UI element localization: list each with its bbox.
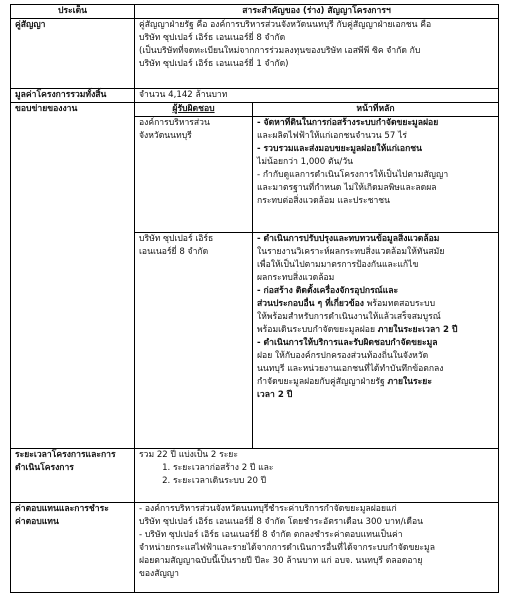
header-summary: สาระสำคัญของ (ร่าง) สัญญาโครงการฯ: [135, 5, 499, 19]
period-row: [11, 449, 499, 503]
party1-duty-1-cont: และผลิตไฟฟ้าให้แก่เอกชนจำนวน 57 ไร่: [257, 131, 408, 141]
party2-duty-2-deadline: ภายในระยะเวลา 2 ปี: [377, 325, 458, 335]
party2-duty-3-deadline: เวลา 2 ปี: [257, 390, 293, 400]
party2-duty-3: - ดำเนินการให้บริการและรับผิดชอบกำจัดขยะมูล: [257, 338, 438, 348]
party1-name-line: จังหวัดนนทบุรี: [139, 131, 192, 141]
period-item: 1. ระยะเวลาก่อสร้าง 2 ปี และ: [173, 462, 494, 475]
party2-duty-2: - ก่อสร้าง ติดตั้งเครื่องจักรอุปกรณ์และ: [257, 286, 399, 296]
parties-content: [135, 19, 499, 89]
party1-name-line: องค์การบริหารส่วน: [139, 118, 210, 128]
period-item: 2. ระยะเวลาเดินระบบ 20 ปี: [173, 475, 494, 488]
party2-name-line: เอนเนอร์ยี่ 8 จำกัด: [139, 247, 209, 257]
party1-duty-2-cont: ไม่น้อยกว่า 1,000 ตัน/วัน: [257, 157, 354, 167]
payment-row: [11, 503, 499, 593]
parties-line: บริษัท ซุปเปอร์ เอิร์ธ เอนเนอร์ยี่ 1 จำกัด): [139, 59, 289, 69]
parties-line: คู่สัญญาฝ่ายรัฐ คือ องค์การบริหารส่วนจังหวัดนนทบุรี กับคู่สัญญาฝ่ายเอกชน คือ: [139, 20, 432, 30]
parties-label: คู่สัญญา: [11, 19, 135, 89]
payment-line: ของสัญญา: [139, 569, 179, 579]
party2-duty-2-line2: [257, 298, 494, 311]
party2-duty-2-cont: ให้พร้อมสำหรับการดำเนินงานให้แล้วเสร็จสมบูรณ์: [257, 312, 441, 322]
party2-duty-2-tail: พร้อมทดสอบระบบ: [364, 299, 436, 309]
party1-duty-1: - จัดหาที่ดินในการก่อสร้างระบบกำจัดขยะมูลฝอย: [257, 118, 439, 128]
scope-duty-header: หน้าที่หลัก: [253, 103, 499, 117]
party2-duty-3-cont: ฝอย ให้กับองค์กรปกครองส่วนท้องถิ่นในจังหวัด: [257, 351, 429, 361]
table-header-row: [11, 5, 499, 19]
party1-duties: [253, 117, 499, 233]
period-label-line: ระยะเวลาโครงการและการ: [15, 450, 116, 460]
party2-duty-3-line4: [257, 376, 494, 389]
party2-duty-2-bold: ส่วนประกอบอื่น ๆ ที่เกี่ยวข้อง: [257, 299, 364, 309]
parties-line: บริษัท ซุปเปอร์ เอิร์ธ เอนเนอร์ยี่ 8 จำกัด: [139, 33, 286, 43]
payment-line: - บริษัท ซุปเปอร์ เอิร์ธ เอนเนอร์ยี่ 8 จำกัด ตกลงชำระค่าตอบแทนเป็นค่า: [139, 530, 403, 540]
party2-duty-2-pre: พร้อมเดินระบบกำจัดขยะมูลฝอย: [257, 325, 378, 335]
party2-name-line: บริษัท ซุปเปอร์ เอิร์ธ: [139, 234, 214, 244]
payment-content: [135, 503, 499, 593]
period-content: [135, 449, 499, 503]
payment-label: [11, 503, 135, 593]
period-label: [11, 449, 135, 503]
party2-duty-1-cont: เพื่อให้เป็นไปตามมาตรการป้องกันและแก้ไข: [257, 260, 419, 270]
payment-line: บริษัท ซุปเปอร์ เอิร์ธ เอนเนอร์ยี่ 8 จำกัด โดยชำระอัตราเดือน 300 บาท/เดือน: [139, 517, 424, 527]
payment-label-line: ค่าตอบแทน: [15, 517, 59, 527]
party2-duty-1-cont: ผลกระทบสิ่งแวดล้อม: [257, 273, 335, 283]
period-intro: รวม 22 ปี แบ่งเป็น 2 ระยะ: [139, 450, 238, 460]
scope-responsible-header: ผู้รับผิดชอบ: [135, 103, 253, 117]
party2-name: [135, 233, 253, 449]
payment-line: - องค์การบริหารส่วนจังหวัดนนทบุรีชำระค่าบริการกำจัดขยะมูลฝอยแก่: [139, 504, 397, 514]
party2-duty-1: - ดำเนินการปรับปรุงและทบทวนข้อมูลสิ่งแวดล้อม: [257, 234, 440, 244]
value-row: [11, 89, 499, 103]
party2-duties: [253, 233, 499, 449]
party2-duty-3-cont: นนทบุรี และหน่วยงานเอกชนที่ได้ทำบันทึกข้อตกลง: [257, 364, 444, 374]
header-issue: ประเด็น: [11, 5, 135, 19]
payment-line: จำหน่ายกระแสไฟฟ้าและรายได้จากการดำเนินการอื่นที่ได้จากระบบกำจัดขยะมูล: [139, 543, 435, 553]
parties-line: (เป็นบริษัทที่จดทะเบียนใหม่จากการร่วมลงทุนของบริษัท เอสพีพี ซิค จำกัด กับ: [139, 46, 421, 56]
payment-label-line: ค่าตอบแทนและการชำระ: [15, 504, 109, 514]
scope-label: ขอบข่ายของงาน: [11, 103, 135, 449]
party2-duty-2-line4: [257, 324, 494, 337]
payment-line: ฝอยตามสัญญาฉบับนี้เป็นรายปี ปีละ 30 ล้านบาท แก่ อบจ. นนทบุรี ตลอดอายุ: [139, 556, 423, 566]
party2-duty-3-bold: ภายในระยะ: [387, 377, 432, 387]
contract-summary-table: [10, 4, 499, 593]
scope-header-row: [11, 103, 499, 117]
parties-row: [11, 19, 499, 89]
party2-duty-1-cont: ในรายงานวิเคราะห์ผลกระทบสิ่งแวดล้อมให้ทันสมัย: [257, 247, 445, 257]
party1-duty-3: - กำกับดูแลการดำเนินโครงการให้เป็นไปตามสัญญา: [257, 170, 449, 180]
party2-duty-3-pre: กำจัดขยะมูลฝอยกับคู่สัญญาฝ่ายรัฐ: [257, 377, 388, 387]
period-list: [139, 462, 494, 488]
party1-name: [135, 117, 253, 233]
value-text: จำนวน 4,142 ล้านบาท: [135, 89, 499, 103]
party1-duty-2: - รวบรวมและส่งมอบขยะมูลฝอยให้แก่เอกชน: [257, 144, 423, 154]
party1-duty-3-cont: และมาตรฐานที่กำหนด ไม่ให้เกิดมลพิษและลดผล: [257, 183, 437, 193]
period-label-line: ดำเนินโครงการ: [15, 463, 74, 473]
party1-duty-3-cont: กระทบต่อสิ่งแวดล้อม และประชาชน: [257, 196, 390, 206]
value-label: มูลค่าโครงการรวมทั้งสิ้น: [11, 89, 135, 103]
